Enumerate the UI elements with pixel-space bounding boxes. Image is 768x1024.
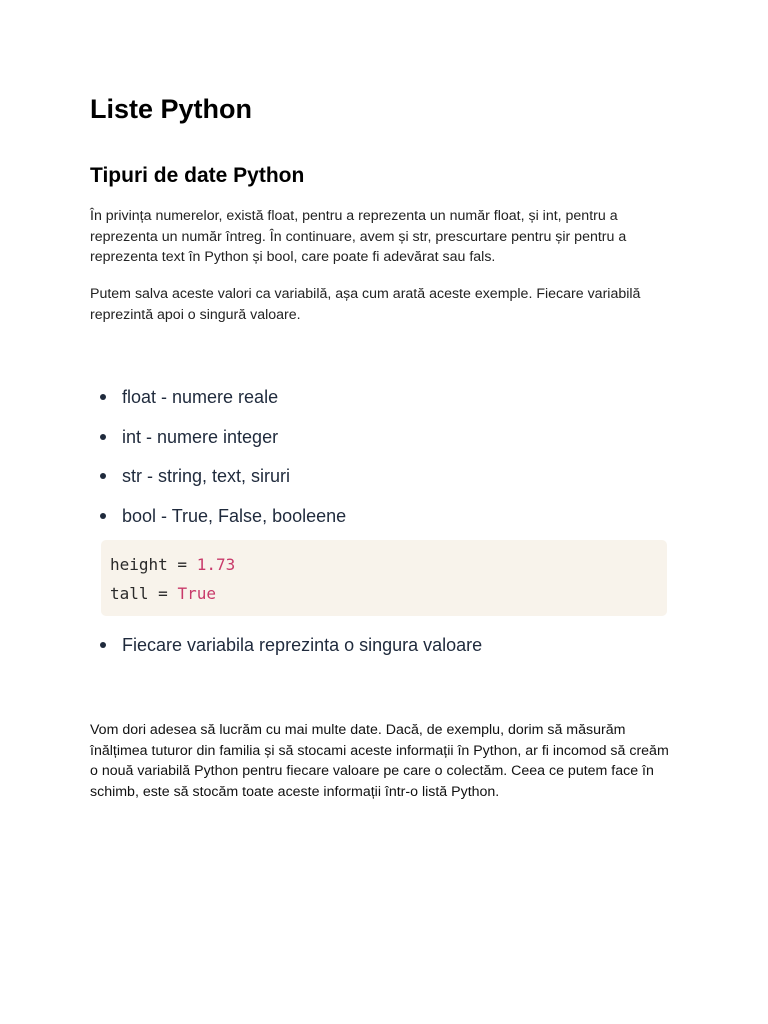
paragraph-data-types: În privința numerelor, există float, pentru a reprezenta un număr float, și int, pentru a reprezenta un număr întreg. În continuare, avem și str, prescurtare pentru șir pentru a reprezenta text în Python și bool, care poate fi adevărat sau fals. [90,208,627,266]
list-item [90,384,680,424]
variable-note-list [90,632,680,672]
code-operator: = [148,584,178,603]
code-variable: tall [110,584,149,603]
code-value: 1.73 [196,555,236,574]
bullet-icon [100,473,106,479]
data-types-list [90,384,680,542]
paragraph-variables: Putem salva aceste valori ca variabilă, așa cum arată aceste exemple. Fiecare variabilă reprezintă apoi o singură valoare. [90,286,641,323]
code-operator: = [167,555,197,574]
list-item [90,632,680,672]
list-item-text: Fiecare variabila reprezinta o singura valoare [122,635,483,655]
bullet-icon [100,394,106,400]
list-item-text: int - numere integer [122,426,279,447]
list-item [90,424,680,464]
list-item-text: float - numere reale [122,387,279,407]
code-variable: height [110,555,168,574]
list-item [90,463,680,503]
bullet-icon [100,513,106,519]
paragraph-lists: Vom dori adesea să lucrăm cu mai multe date. Dacă, de exemplu, dorim să măsurăm înălțimea tuturor din familia și să stocami aceste informații în Python, ar fi incomod să creăm o nouă variabilă Python pentru fiecare valoare pe care o colectăm. Ceea ce putem face în schimb, este să stocăm toate aceste informații într-o listă Python. [90,722,669,800]
code-value: True [177,584,216,603]
code-block [101,540,667,616]
code-line-tall [110,579,658,608]
list-item-text: bool - True, False, booleene [122,505,347,526]
page-title: Liste Python [90,94,253,124]
bullet-icon [100,434,106,440]
list-item [90,503,680,543]
code-line-height [110,550,658,579]
section-heading: Tipuri de date Python [90,164,305,187]
bullet-icon [100,642,106,648]
list-item-text: str - string, text, siruri [122,466,291,486]
